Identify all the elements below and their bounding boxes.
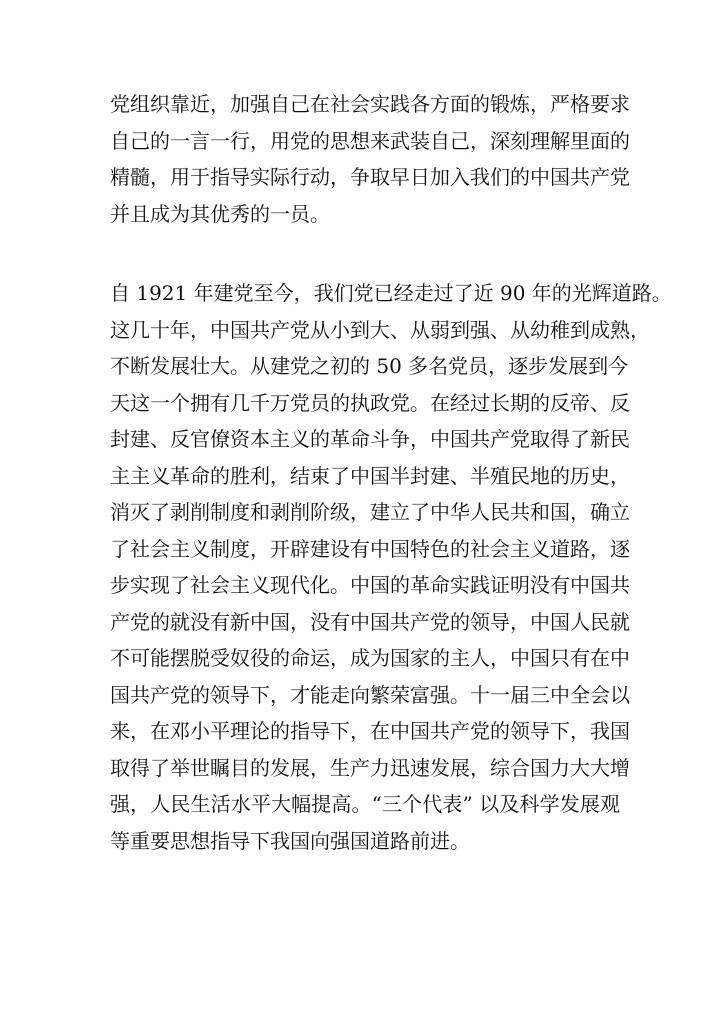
- paragraph-2-line-6: 主主义革命的胜利，结束了中国半封建、半殖民地的历史，: [110, 463, 630, 488]
- paragraph-2-line-1: 自 1921 年建党至今，我们党已经走过了近 90 年的光辉道路。: [110, 281, 672, 305]
- paragraph-2-line-9: 步实现了社会主义现代化。中国的革命实践证明没有中国共: [110, 573, 630, 597]
- paragraph-2-line-8: 了社会主义制度，开辟建设有中国特色的社会主义道路，逐: [110, 536, 630, 561]
- paragraph-1-line-4: 并且成为其优秀的一员。: [110, 201, 330, 226]
- paragraph-2-line-3: 不断发展壮大。从建党之初的 50 多名党员，逐步发展到今: [110, 354, 629, 378]
- paragraph-2: [110, 275, 672, 859]
- paragraph-1: [110, 86, 630, 232]
- paragraph-2-line-14: 取得了举世瞩目的发展，生产力迅速发展，综合国力大大增: [110, 755, 630, 780]
- paragraph-1-line-1: 党组织靠近，加强自己在社会实践各方面的锻炼，严格要求: [110, 92, 630, 116]
- paragraph-2-line-4: 天这一个拥有几千万党员的执政党。在经过长期的反帝、反: [110, 390, 630, 415]
- paragraph-2-line-16: 等重要思想指导下我国向强国道路前进。: [110, 828, 470, 853]
- paragraph-1-line-3: 精髓，用于指导实际行动，争取早日加入我们的中国共产党: [110, 165, 630, 189]
- paragraph-2-line-7: 消灭了剥削制度和剥削阶级，建立了中华人民共和国，确立: [110, 500, 630, 524]
- paragraph-2-line-12: 国共产党的领导下，才能走向繁荣富强。十一届三中全会以: [110, 682, 630, 707]
- paragraph-2-line-11: 不可能摆脱受奴役的命运，成为国家的主人，中国只有在中: [110, 646, 630, 670]
- paragraph-1-line-2: 自己的一言一行，用党的思想来武装自己，深刻理解里面的: [110, 128, 630, 153]
- paragraph-2-line-10: 产党的就没有新中国，没有中国共产党的领导，中国人民就: [110, 609, 630, 634]
- paragraph-2-line-13: 来，在邓小平理论的指导下，在中国共产党的领导下，我国: [110, 719, 630, 743]
- paragraph-2-line-15: 强，人民生活水平大幅提高。“三个代表” 以及科学发展观: [110, 792, 620, 816]
- paragraph-2-line-2: 这几十年，中国共产党从小到大、从弱到强、从幼稚到成熟，: [110, 317, 650, 342]
- paragraph-2-line-5: 封建、反官僚资本主义的革命斗争，中国共产党取得了新民: [110, 427, 630, 451]
